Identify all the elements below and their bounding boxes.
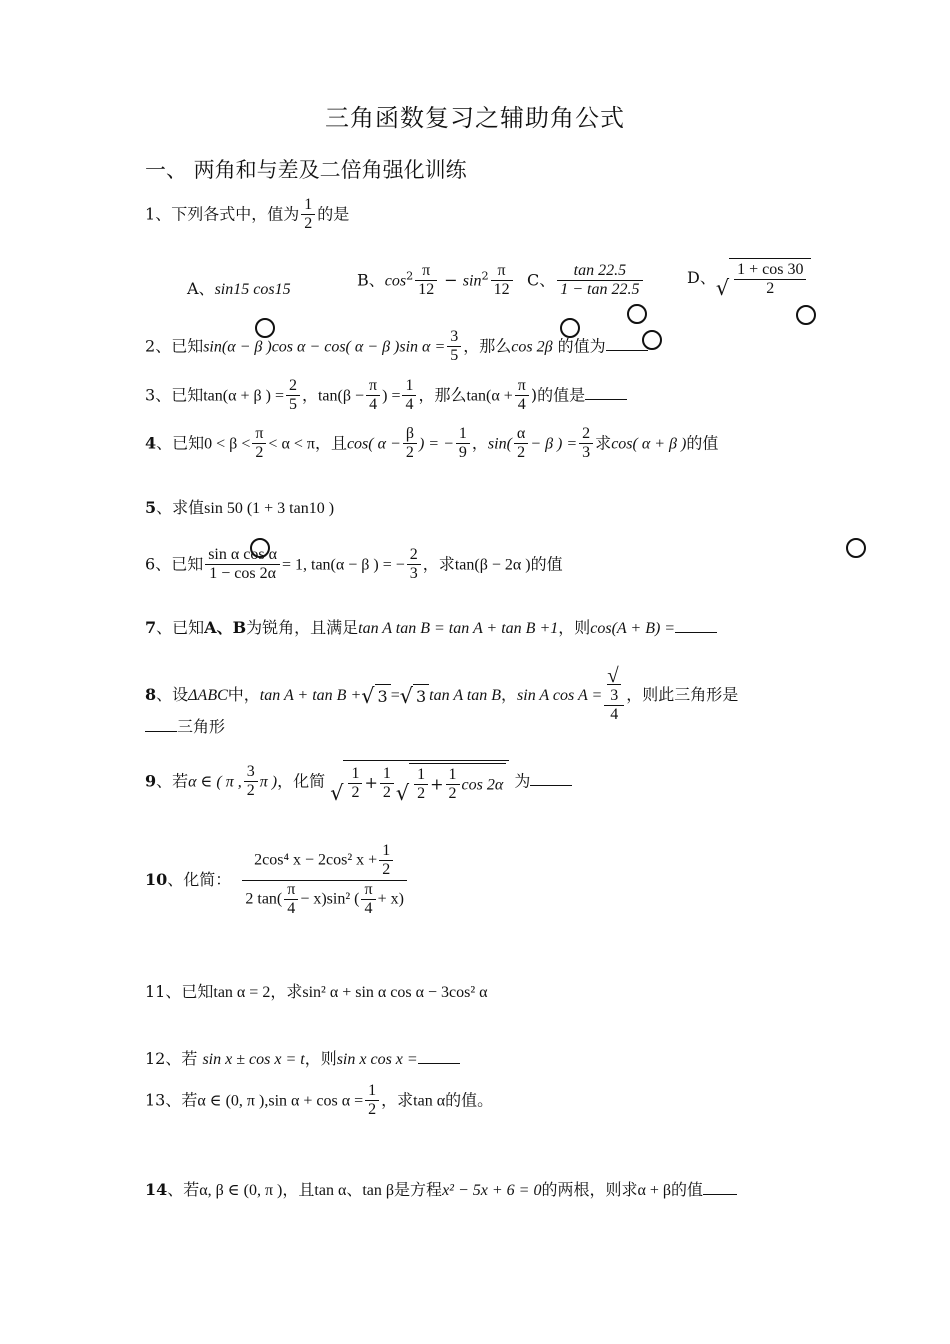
question-1 [145, 196, 349, 234]
circle-mark [250, 538, 270, 558]
question-11: 11、已知tan α = 2，求sin² α + sin α cos α − 3cos² α [145, 982, 488, 1001]
question-8-line2: 三角形 [145, 717, 225, 736]
question-6: 6、已知 $\frac{\text{sin α cos α}}{1 - \cos 2\alpha}$ = 1, tan(α − β ) = − $\frac{2}{3}$ ，求tan(β − 2α )的值 [145, 546, 563, 583]
option-a: A、sin15 cos15 [187, 279, 291, 298]
question-5: 5、求值sin 50 (1 + 3 tan10 ) [145, 498, 335, 517]
circle-mark [560, 318, 580, 338]
question-4: 4、已知0 < β < $\frac{\pi}{2}$ < α < π，且cos( α − $\frac{\beta}{2}$ ) = − $\frac{1}{9}$ ，sin( $\frac{\alpha}{2}$ − β ) = $\frac{2}{3}$ 求cos( α + β )的值 [145, 425, 719, 462]
option-d: D、 √ $\frac{1 + \cos 30}{2}$ [687, 258, 811, 299]
circle-mark [627, 304, 647, 324]
option-c: C、 $\frac{\tan 22.5}{1 - \tan 22.5}$ [527, 262, 645, 300]
question-3: 3、已知tan(α + β ) = $\frac{2}{5}$ ，tan(β − $\frac{\pi}{4}$ ) = $\frac{1}{4}$ ，那么tan(α + $\frac{\pi}{4}$ )的值是 [145, 377, 627, 415]
circle-mark [796, 305, 816, 325]
circle-mark [255, 318, 275, 338]
question-7: 7、已知A、B为锐角，且满足tan A tan B = tan A + tan B +1，则cos(A + B) = [145, 618, 717, 638]
option-b: B、$\cos^2$ $\frac{\pi}{12}$ − $\sin^2$ $\frac{\pi}{12}$ [357, 262, 515, 300]
question-2: 2、已知sin(α − β )cos α − cos( α − β )sin α = $\frac{3}{5}$ ，那么cos 2β 的值为 [145, 328, 648, 366]
q1-text: 、下列各式中，值为 [155, 204, 300, 224]
fraction-half: $\frac{1}{2}$ [301, 196, 315, 234]
section-heading: 一、 两角和与差及二倍角强化训练 [145, 158, 467, 182]
circle-mark [846, 538, 866, 558]
page-title: 三角函数复习之辅助角公式 [325, 104, 625, 132]
question-12: 12、若 sin x ± cos x = t，则sin x cos x = [145, 1049, 460, 1069]
question-8: 8、设ΔABC中，tan A + tan B + √ 3 = √ 3 tan A tan B，sin A cos A = √ 3 4 ，则此三角形是 [145, 664, 739, 724]
question-10: 10、化简： 2cos⁴ x − 2cos² x + $\frac{1}{2}$ 2 tan( $\frac{\pi}{4}$ − x)sin² ( $\frac{\pi}{4}$ + x) [145, 842, 409, 919]
question-number: 1 [145, 204, 156, 224]
question-9: 9、若α ∈ ( π , $\frac{3}{2}$ π )，化简 √ $\frac{1}{2}$ + $\frac{1}{2}$ √ $\frac{1}{2}$ + $\frac{1}{2}$ cos 2α 为 [145, 760, 572, 804]
q1-text-end: 的是 [317, 204, 350, 224]
question-13: 13、若α ∈ (0, π ),sin α + cos α = $\frac{1}{2}$ ，求tan α的值。 [145, 1082, 494, 1119]
circle-mark [642, 330, 662, 350]
question-14: 14、若α, β ∈ (0, π )，且tan α、tan β是方程x² − 5x + 6 = 0的两根，则求α + β的值 [145, 1180, 737, 1200]
